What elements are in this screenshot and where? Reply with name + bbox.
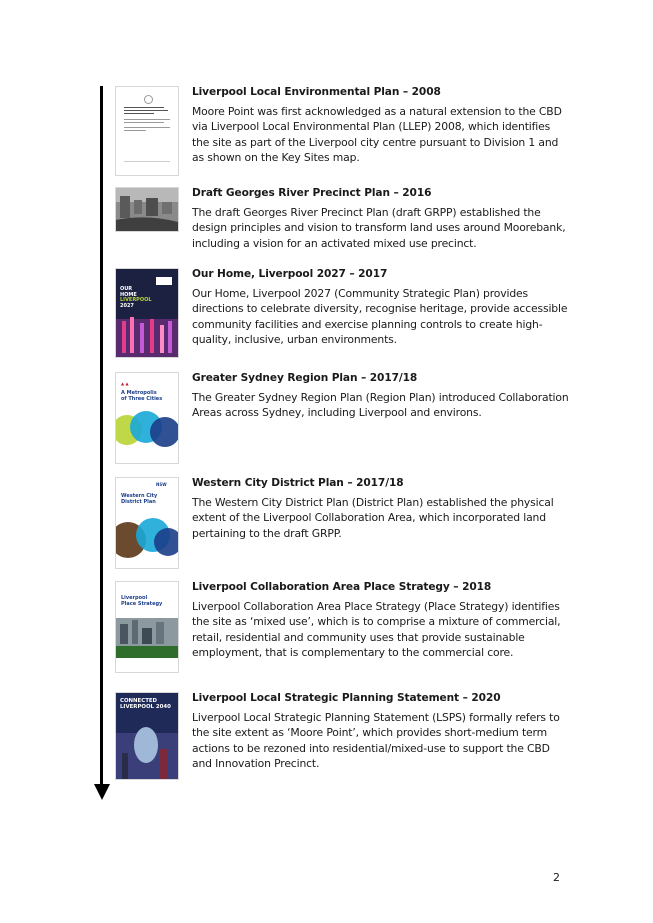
- our-home-cover-thumbnail: [115, 268, 179, 358]
- lsps-cover-thumbnail: [115, 692, 179, 780]
- aerial-photo-thumbnail: [115, 187, 179, 232]
- entry-body: The Western City District Plan (District Plan) established the physical extent of the Liverpool Collaboration Area, which incorporated land pertaining to the draft GRPP.: [192, 496, 554, 540]
- page-number: 2: [553, 871, 560, 884]
- district-plan-cover-thumbnail: NSW Western City District Plan: [115, 477, 179, 569]
- aerial-photo-image: [116, 188, 178, 231]
- entry-title: Western City District Plan – 2017/18: [192, 477, 404, 489]
- cover-title: CONNECTED LIVERPOOL 2040: [120, 698, 171, 710]
- place-strategy-cover-thumbnail: [115, 581, 179, 673]
- entry-body: Liverpool Collaboration Area Place Strategy (Place Strategy) identifies the site as ‘mixed use’, which is to comprise a mixture of commercial, retail, residential and community uses that provide sustainable employment, that is complementary to the commercial core.: [192, 600, 561, 660]
- cover-title: Western City District Plan: [121, 493, 158, 505]
- entry-body: Liverpool Local Strategic Planning Statement (LSPS) formally refers to the site extent as ‘Moore Point’, which provides short-medium term actions to be rezoned into residential/mixed-use to support the CBD and Innovation Precinct.: [192, 711, 560, 771]
- entry-body: Our Home, Liverpool 2027 (Community Strategic Plan) provides directions to celebrate diversity, recognise heritage, provide accessible community facilities and exercise planning controls to create high-quality, inclusive, urban environments.: [192, 287, 568, 347]
- document-cover-thumbnail: [115, 86, 179, 176]
- crest-icon: [144, 95, 153, 104]
- entry-title: Liverpool Collaboration Area Place Strategy – 2018: [192, 581, 492, 593]
- entry-title: Our Home, Liverpool 2027 – 2017: [192, 268, 388, 280]
- timeline-line: [100, 86, 103, 786]
- cover-title: OUR HOME LIVERPOOL 2027: [120, 286, 152, 309]
- aerial-city-image: [116, 618, 178, 658]
- region-plan-cover-thumbnail: ▲ ▲ A Metropolis of Three Cities: [115, 372, 179, 464]
- entry-title: Greater Sydney Region Plan – 2017/18: [192, 372, 418, 384]
- entry-body: The draft Georges River Precinct Plan (draft GRPP) established the design principles and vision to transform land uses around Moorebank, including a vision for an activated mixed use precinct.: [192, 206, 566, 250]
- cover-title: Liverpool Place Strategy: [121, 595, 163, 607]
- cover-title: A Metropolis of Three Cities: [121, 390, 163, 402]
- entry-title: Liverpool Local Strategic Planning Statement – 2020: [192, 692, 501, 704]
- entry-title: Draft Georges River Precinct Plan – 2016: [192, 187, 432, 199]
- timeline-arrowhead: [94, 784, 110, 800]
- entry-title: Liverpool Local Environmental Plan – 2008: [192, 86, 441, 98]
- entry-body: The Greater Sydney Region Plan (Region Plan) introduced Collaboration Areas across Sydney, including Liverpool and environs.: [192, 391, 569, 420]
- entry-body: Moore Point was first acknowledged as a natural extension to the CBD via Liverpool Local Environmental Plan (LLEP) 2008, which identifies the site as part of the Liverpool city centre pursuant to Division 1 and as shown on the Key Sites map.: [192, 105, 562, 165]
